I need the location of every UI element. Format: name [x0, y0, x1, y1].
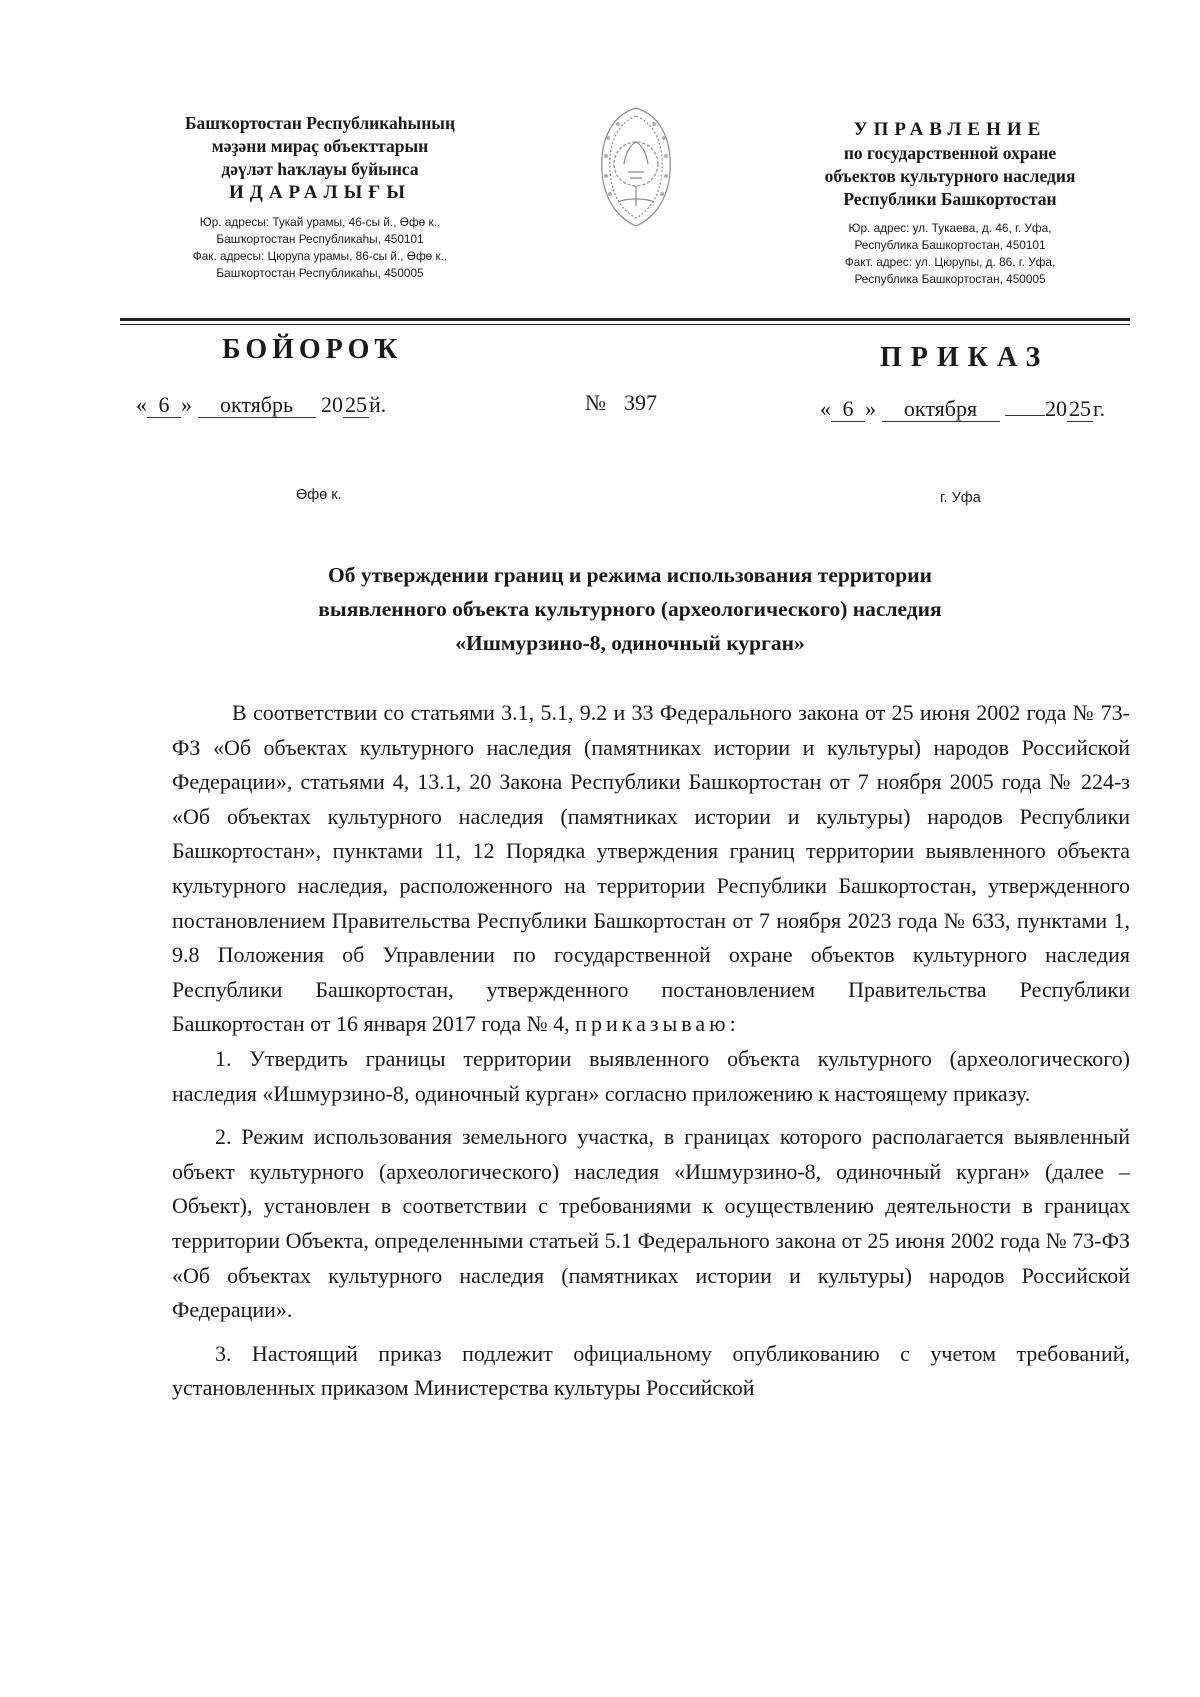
emblem-icon — [588, 102, 684, 230]
document-body — [172, 696, 1130, 1406]
quote-open: « — [136, 392, 147, 417]
preamble-paragraph — [172, 696, 1130, 1042]
date-year-blank — [1005, 415, 1045, 416]
header-right-block — [770, 118, 1130, 288]
city-russian: г. Уфа — [940, 490, 981, 506]
address-line: Республика Башкортостан, 450101 — [854, 238, 1046, 252]
order-date-bashkir — [136, 392, 386, 418]
date-year-prefix: 20 — [321, 392, 343, 417]
date-day: 6 — [147, 393, 181, 418]
order-word: приказываю: — [575, 1011, 740, 1037]
clause-3: 3. Настоящий приказ подлежит официальному опубликованию с учетом требований, установленных приказом Министерства культуры Российской — [172, 1340, 1130, 1401]
order-number — [585, 390, 657, 416]
date-month: октября — [882, 397, 1000, 422]
date-year-prefix: 20 — [1045, 396, 1067, 421]
date-year-suffix: 25 — [1069, 396, 1091, 421]
header-divider-thin — [120, 324, 1130, 325]
order-title-russian: ПРИКАЗ — [880, 342, 1050, 373]
clause-1: 1. Утвердить границы территории выявленного объекта культурного (археологического) наследия «Ишмурзино-8, одиночный курган» согласно приложению к настоящему приказу. — [172, 1045, 1130, 1106]
header-left-block — [135, 112, 505, 282]
header-divider-thick — [120, 318, 1130, 321]
document-heading — [180, 558, 1080, 660]
address-bashkir — [135, 214, 505, 282]
coat-of-arms-emblem — [588, 102, 684, 230]
org-name-russian-caps: УПРАВЛЕНИЕ — [853, 119, 1047, 140]
address-line: Башҡортостан Республикаһы, 450101 — [216, 232, 424, 246]
address-line: Фак. адресы: Цюрупа урамы, 86-сы й., Өфө к., — [192, 249, 448, 263]
date-day: 6 — [831, 397, 865, 422]
address-russian — [770, 220, 1130, 288]
heading-line: Об утверждении границ и режима использования территории — [328, 563, 932, 587]
org-name-bashkir-line-1: Башҡортостан Республикаһының — [184, 113, 456, 133]
quote-close: » — [865, 396, 876, 421]
heading-line: выявленного объекта культурного (археологического) наследия — [318, 597, 942, 621]
date-month: октябрь — [198, 393, 316, 418]
org-name-bashkir-line-2: мәҙәни мираҫ объекттарын — [211, 136, 429, 156]
number-sign: № — [585, 390, 606, 415]
date-suffix: й. — [369, 392, 387, 417]
org-name-bashkir-caps: ИДАРАЛЫҒЫ — [228, 182, 412, 203]
quote-close: » — [181, 392, 192, 417]
date-year-suffix: 25 — [345, 392, 367, 417]
org-name-russian-line-1: по государственной охране — [843, 143, 1057, 163]
org-name-russian-line-2: объектов культурного наследия — [824, 166, 1076, 186]
number-value: 397 — [624, 390, 657, 415]
address-line: Факт. адрес: ул. Цюрупы, д. 86, г. Уфа, — [844, 255, 1056, 269]
city-bashkir: Өфө к. — [296, 487, 342, 503]
address-line: Республика Башкортостан, 450005 — [854, 272, 1046, 286]
address-line: Юр. адрес: ул. Тукаева, д. 46, г. Уфа, — [848, 221, 1052, 235]
date-suffix: г. — [1093, 396, 1106, 421]
address-line: Юр. адресы: Тукай урамы, 46-сы й., Өфө к., — [199, 215, 441, 229]
order-title-bashkir: БОЙОРОҠ — [222, 334, 403, 365]
heading-line: «Ишмурзино-8, одиночный курган» — [455, 631, 805, 655]
quote-open: « — [820, 396, 831, 421]
org-name-russian-line-3: Республики Башкортостан — [843, 189, 1057, 209]
org-name-bashkir-line-3: дәүләт һаҡлауы буйынса — [221, 159, 419, 179]
clause-2: 2. Режим использования земельного участка, в границах которого располагается выявленный объект культурного (археологического) наследия «Ишмурзино-8, одиночный курган» (далее – Объект), установлен в соответствии с требованиями к осуществлению деятельности в границах территории Объекта, определенными статьей 5.1 Федерального закона от 25 июня 2002 года № 73-ФЗ «Об объектах культурного наследия (памятниках истории и культуры) народов Российской Федерации». — [172, 1124, 1130, 1323]
order-date-russian — [820, 396, 1105, 422]
address-line: Башҡортостан Республикаһы, 450005 — [216, 266, 424, 280]
preamble-text: В соответствии со статьями 3.1, 5.1, 9.2 и 33 Федерального закона от 25 июня 2002 года № 73-ФЗ «Об объектах культурного наследия (памятниках истории и культуры) народов Российской Федерации», статьями 4, 13.1, 20 Закона Республики Башкортостан от 7 ноября 2005 года № 224-з «Об объектах культурного наследия (памятниках истории и культуры) народов Республики Башкортостан», пунктами 11, 12 Порядка утверждения границ территории выявленного объекта культурного наследия, расположенного на территории Республики Башкортостан, утвержденного постановлением Правительства Республики Башкортостан от 7 ноября 2023 года № 633, пунктами 1, 9.8 Положения об Управлении по государственной охране объектов культурного наследия Республики Башкортостан, утвержденного постановлением Правительства Республики Башкортостан от 16 января 2017 года № 4, — [172, 700, 1130, 1037]
